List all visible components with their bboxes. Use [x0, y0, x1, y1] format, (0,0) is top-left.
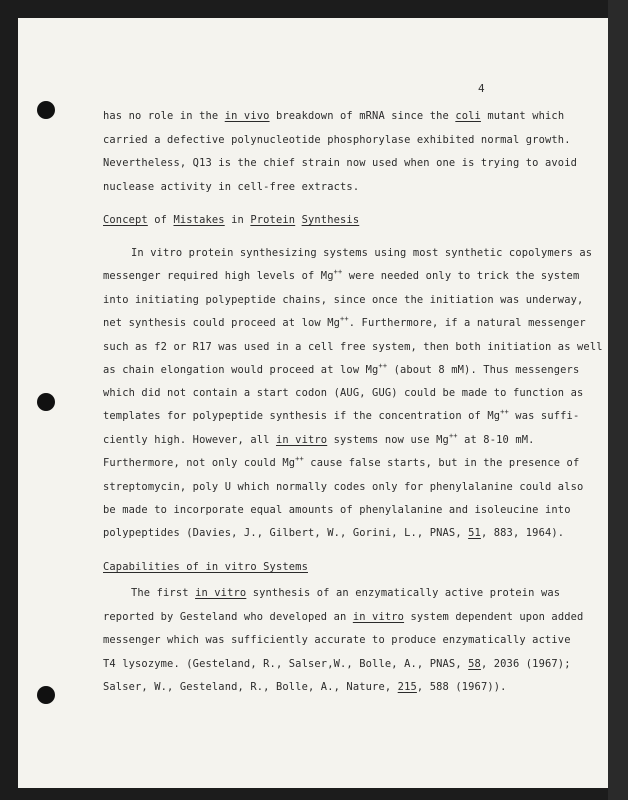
text-line: polypeptides (Davies, J., Gilbert, W., Gorini, L., PNAS, 51, 883, 1964).	[103, 527, 565, 539]
text-line: T4 lysozyme. (Gesteland, R., Salser,W., Bolle, A., PNAS, 58, 2036 (1967);	[103, 658, 571, 670]
section-heading: Capabilities of in vitro Systems	[103, 561, 308, 573]
punch-hole	[37, 686, 55, 704]
text-line: has no role in the in vivo breakdown of mRNA since the coli mutant which	[103, 110, 565, 122]
text-line: messenger required high levels of Mg++ were needed only to trick the system	[103, 268, 580, 282]
punch-hole	[37, 393, 55, 411]
text-line: ciently high. However, all in vitro systems now use Mg++ at 8-10 mM.	[103, 432, 535, 446]
text-line: carried a defective polynucleotide phosphorylase exhibited normal growth.	[103, 134, 571, 146]
text-line: into initiating polypeptide chains, since once the initiation was underway,	[103, 294, 584, 306]
text-line: Furthermore, not only could Mg++ cause false starts, but in the presence of	[103, 455, 580, 469]
text-line: which did not contain a start codon (AUG, GUG) could be made to function as	[103, 387, 584, 399]
text-line: such as f2 or R17 was used in a cell free system, then both initiation as well	[103, 341, 603, 353]
text-line: reported by Gesteland who developed an in vitro system dependent upon added	[103, 611, 584, 623]
text-line: templates for polypeptide synthesis if the concentration of Mg++ was suffi-	[103, 408, 580, 422]
text-line: Salser, W., Gesteland, R., Bolle, A., Nature, 215, 588 (1967)).	[103, 681, 507, 693]
punch-hole	[37, 101, 55, 119]
text-line: net synthesis could proceed at low Mg++. Furthermore, if a natural messenger	[103, 315, 586, 329]
scan-border	[608, 0, 628, 800]
text-line: The first in vitro synthesis of an enzymatically active protein was	[131, 587, 561, 599]
text-line: streptomycin, poly U which normally codes only for phenylalanine could also	[103, 481, 584, 493]
text-line: be made to incorporate equal amounts of phenylalanine and isoleucine into	[103, 504, 571, 516]
text-line: In vitro protein synthesizing systems using most synthetic copolymers as	[131, 247, 593, 259]
section-heading: Concept of Mistakes in Protein Synthesis	[103, 214, 360, 226]
text-line: nuclease activity in cell-free extracts.	[103, 181, 360, 193]
text-line: as chain elongation would proceed at low Mg++ (about 8 mM). Thus messengers	[103, 362, 580, 376]
text-line: Nevertheless, Q13 is the chief strain now used when one is trying to avoid	[103, 157, 578, 169]
text-line: messenger which was sufficiently accurate to produce enzymatically active	[103, 634, 571, 646]
page-number: 4	[478, 82, 485, 95]
